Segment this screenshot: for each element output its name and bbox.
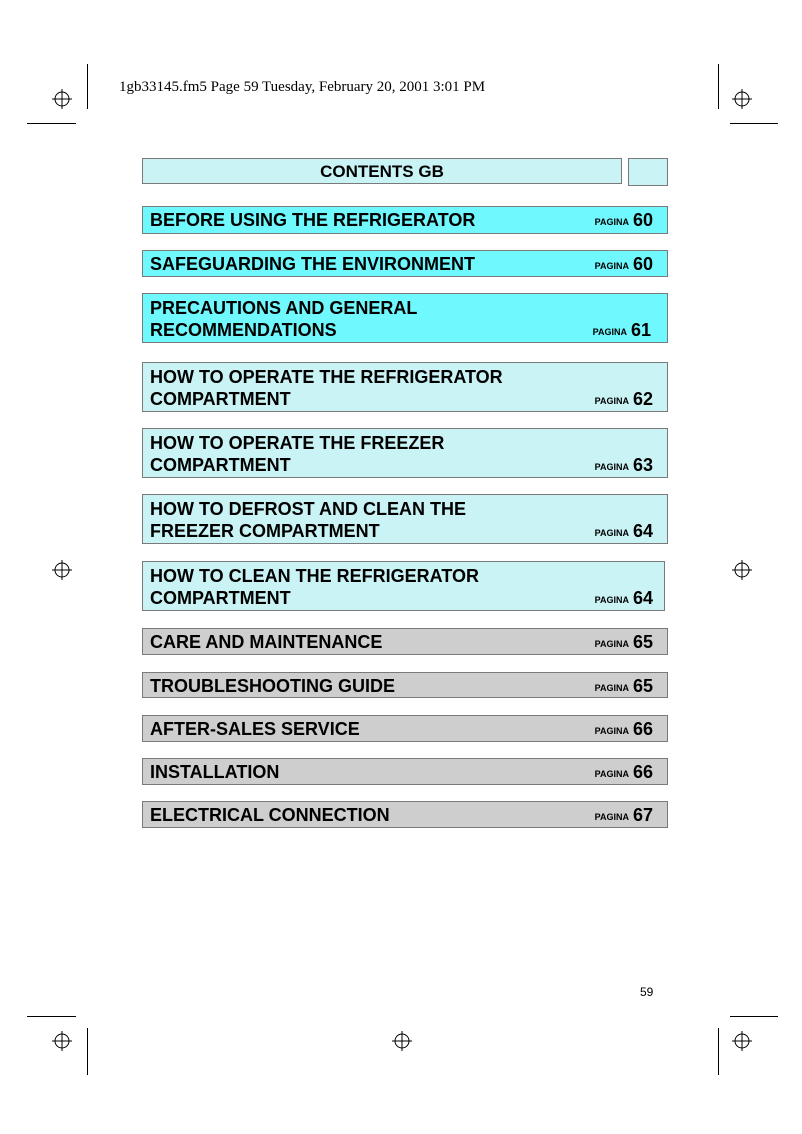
header-side-box (628, 158, 668, 186)
toc-page-label: PAGINA (594, 261, 629, 271)
toc-page-number: 65 (632, 676, 653, 696)
toc-page-number: 60 (632, 210, 653, 230)
toc-page-label: PAGINA (594, 396, 629, 406)
toc-page-label: PAGINA (594, 217, 629, 227)
toc-entry[interactable] (142, 628, 668, 655)
registration-mark-icon (52, 89, 72, 109)
toc-page-number: 64 (632, 588, 653, 608)
toc-page-number: 67 (632, 805, 653, 825)
toc-page-label: PAGINA (594, 462, 629, 472)
registration-mark-icon (732, 1031, 752, 1051)
toc-entry-title: BEFORE USING THE REFRIGERATOR (150, 210, 476, 230)
toc-page-number: 60 (632, 254, 653, 274)
toc-entry[interactable] (142, 494, 668, 544)
toc-page-number: 65 (632, 632, 653, 652)
contents-title: CONTENTS GB (142, 158, 622, 184)
toc-page-label: PAGINA (594, 726, 629, 736)
toc-entry-title: FREEZER COMPARTMENT (150, 521, 380, 541)
toc-page-label: PAGINA (594, 639, 629, 649)
toc-entry[interactable] (142, 715, 668, 742)
toc-entry-title: INSTALLATION (150, 762, 280, 782)
toc-entry-title: COMPARTMENT (150, 455, 291, 475)
toc-page-label: PAGINA (594, 683, 629, 693)
toc-page-number: 66 (632, 762, 653, 782)
toc-page-number: 61 (630, 320, 651, 340)
toc-entry-title: COMPARTMENT (150, 389, 291, 409)
toc-entry-title: ELECTRICAL CONNECTION (150, 805, 390, 825)
page-number: 59 (640, 985, 654, 999)
toc-entry[interactable] (142, 362, 668, 412)
toc-entry[interactable] (142, 293, 668, 343)
crop-mark (27, 1016, 76, 1017)
toc-entry-title: SAFEGUARDING THE ENVIRONMENT (150, 254, 476, 274)
registration-mark-icon (52, 560, 72, 580)
toc-entry-title: AFTER-SALES SERVICE (150, 719, 360, 739)
toc-entry-title: RECOMMENDATIONS (150, 320, 337, 340)
toc-page-label: PAGINA (594, 812, 629, 822)
crop-mark (718, 1028, 719, 1075)
print-slug: 1gb33145.fm5 Page 59 Tuesday, February 20, 2001 3:01 PM (119, 79, 486, 95)
crop-mark (27, 123, 76, 124)
toc-page-label: PAGINA (594, 769, 629, 779)
toc-entry[interactable] (142, 758, 668, 785)
toc-page-label: PAGINA (594, 528, 629, 538)
crop-mark (718, 64, 719, 109)
crop-mark (730, 1016, 778, 1017)
toc-entry-title: HOW TO CLEAN THE REFRIGERATOR (150, 566, 480, 586)
toc-entry-title: HOW TO OPERATE THE FREEZER (150, 433, 445, 453)
registration-mark-icon (732, 89, 752, 109)
toc-entry-title: CARE AND MAINTENANCE (150, 632, 383, 652)
toc-entry[interactable] (142, 428, 668, 478)
toc-page-number: 62 (632, 389, 653, 409)
registration-mark-icon (732, 560, 752, 580)
toc-entry-title: COMPARTMENT (150, 588, 291, 608)
toc-entry-title: TROUBLESHOOTING GUIDE (150, 676, 396, 696)
crop-mark (87, 64, 88, 109)
toc-entry[interactable] (142, 801, 668, 828)
toc-entry[interactable] (142, 250, 668, 277)
toc-entry[interactable] (142, 561, 665, 611)
registration-mark-icon (52, 1031, 72, 1051)
registration-mark-icon (392, 1031, 412, 1051)
toc-page-number: 64 (632, 521, 653, 541)
toc-entry[interactable] (142, 206, 668, 234)
toc-entry-title: HOW TO DEFROST AND CLEAN THE (150, 499, 466, 519)
toc-page-number: 66 (632, 719, 653, 739)
toc-entry-title: HOW TO OPERATE THE REFRIGERATOR (150, 367, 503, 387)
toc-entry[interactable] (142, 672, 668, 698)
crop-mark (87, 1028, 88, 1075)
toc-page-number: 63 (632, 455, 653, 475)
toc-entry-title: PRECAUTIONS AND GENERAL (150, 298, 418, 318)
crop-mark (730, 123, 778, 124)
toc-page-label: PAGINA (594, 595, 629, 605)
toc-page-label: PAGINA (592, 327, 627, 337)
